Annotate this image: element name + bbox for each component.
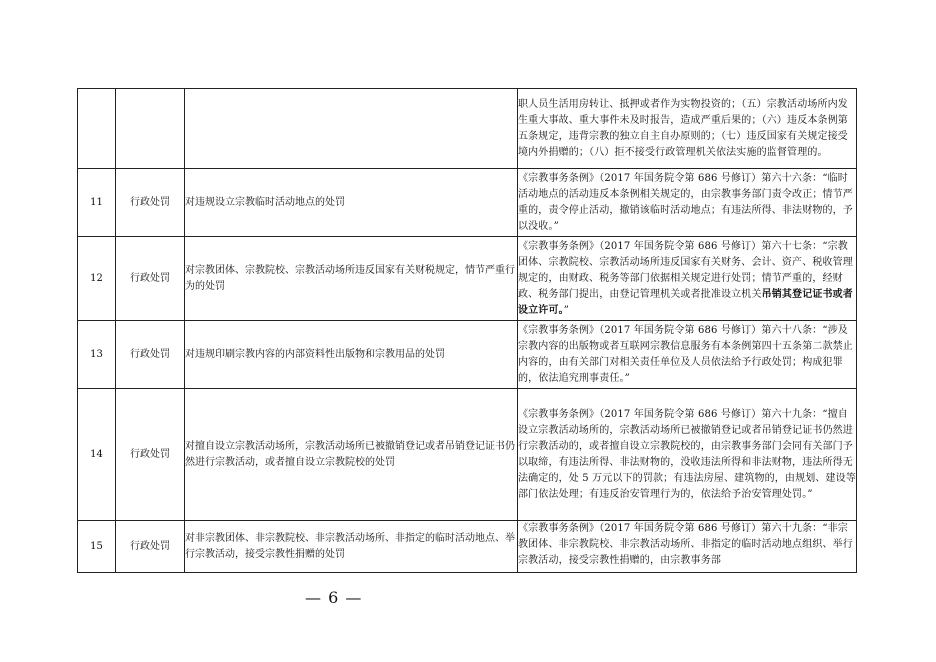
penalty-type: 行政处罚 [116,521,185,573]
penalty-item: 对宗教团体、宗教院校、宗教活动场所违反国家有关财税规定，情节严重行为的处罚 [185,237,518,321]
legal-basis: 职人员生活用房转让、抵押或者作为实物投资的；（五）宗教活动场所内发生重大事故、重大事件未及时报告，造成严重后果的；（六）违反本条例第五条规定，违背宗教的独立自主自办原则的；（七）违反国家有关规定接受境内外捐赠的；（八）拒不接受行政管理机关依法实施的监督管理的。 [518,89,857,169]
penalty-type: 行政处罚 [116,321,185,389]
legal-basis-tail: ” [563,304,570,316]
row-number: 11 [78,169,116,237]
legal-basis: 《宗教事务条例》（2017 年国务院令第 686 号修订）第六十八条：“涉及宗教内容的出版物或者互联网宗教信息服务有本条例第四十五条第二款禁止内容的，由有关部门对相关责任单位及人员依法给予行政处罚；构成犯罪的，依法追究刑事责任。” [518,321,857,389]
penalty-item: 对非宗教团体、非宗教院校、非宗教活动场所、非指定的临时活动地点、举行宗教活动，接受宗教性捐赠的处罚 [185,521,518,573]
table-row [78,169,857,237]
penalty-item: 对违规设立宗教临时活动地点的处罚 [185,169,518,237]
table-row [78,521,857,573]
table-row [78,321,857,389]
table-row [78,237,857,321]
penalty-table [77,88,857,573]
row-number: 13 [78,321,116,389]
legal-basis [518,237,857,321]
row-number: 15 [78,521,116,573]
legal-basis: 《宗教事务条例》（2017 年国务院令第 686 号修订）第六十九条：“擅自设立宗教活动场所的，宗教活动场所已被撤销登记或者吊销登记证书仍然进行宗教活动的，或者擅自设立宗教院校的，由宗教事务部门会同有关部门予以取缔，有违法所得、非法财物的，没收违法所得和非法财物，违法所得无法确定的，处 5 万元以下的罚款；有违法房屋、建筑物的，由规划、建设等部门依法处理；有违反治安管理行为的，依法给予治安管理处罚。” [518,389,857,521]
penalty-item: 对违规印刷宗教内容的内部资料性出版物和宗教用品的处罚 [185,321,518,389]
penalty-item: 对擅自设立宗教活动场所，宗教活动场所已被撤销登记或者吊销登记证书仍然进行宗教活动，或者擅自设立宗教院校的处罚 [185,389,518,521]
penalty-item [185,89,518,169]
penalty-type: 行政处罚 [116,237,185,321]
legal-basis-text: 《宗教事务条例》（2017 年国务院令第 686 号修订）第六十七条：“宗教团体、宗教院校、宗教活动场所违反国家有关财务、会计、资产、税收管理规定的，由财政、税务等部门依据相关规定进行处罚；情节严重的，经财政、税务部门提出，由登记管理机关或者批准设立机关 [518,240,853,300]
table-row [78,389,857,521]
penalty-type: 行政处罚 [116,169,185,237]
page-number: — 6 — [305,588,363,607]
row-number: 12 [78,237,116,321]
row-number [78,89,116,169]
row-number: 14 [78,389,116,521]
legal-basis: 《宗教事务条例》（2017 年国务院令第 686 号修订）第六十六条：“临时活动地点的活动违反本条例相关规定的，由宗教事务部门责令改正；情节严重的，责令停止活动，撤销该临时活动地点；有违法所得、非法财物的，予以没收。” [518,169,857,237]
table-row [78,89,857,169]
legal-basis: 《宗教事务条例》（2017 年国务院令第 686 号修订）第六十九条：“非宗教团体、非宗教院校、非宗教活动场所、非指定的临时活动地点组织、举行宗教活动，接受宗教性捐赠的，由宗教事务部 [518,521,857,573]
penalty-type: 行政处罚 [116,389,185,521]
penalty-type [116,89,185,169]
legal-basis-emphasis: 吊销其登记证书或者设立许可。 [518,288,853,316]
